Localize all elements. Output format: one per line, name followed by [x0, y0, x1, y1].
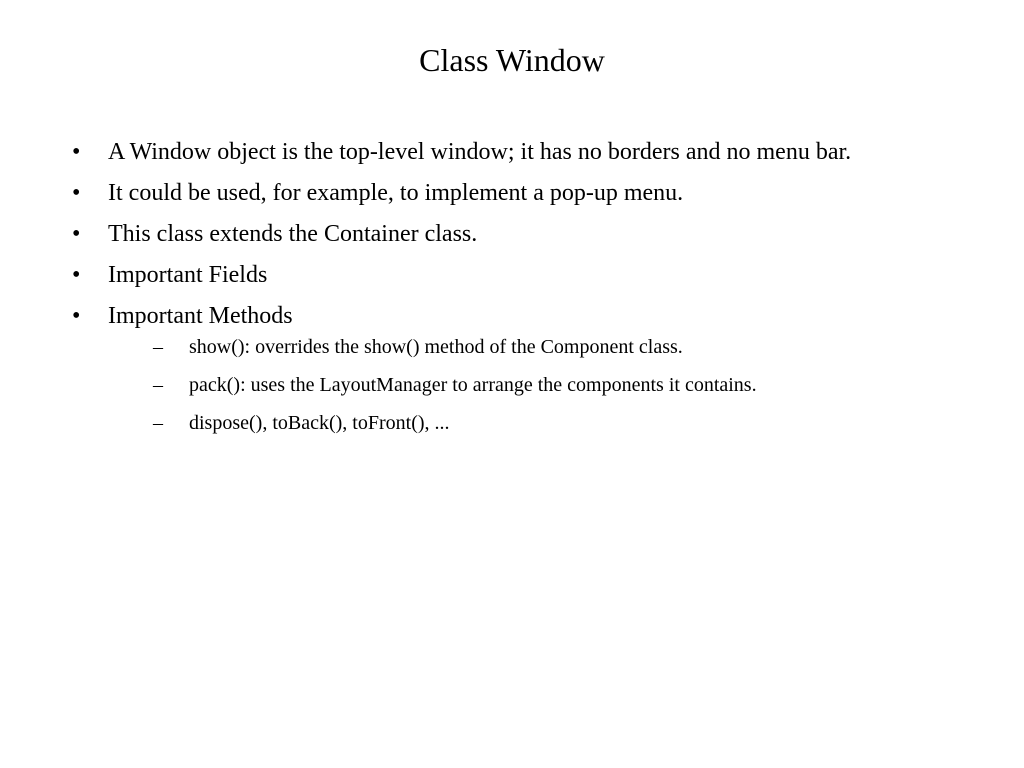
bullet-text: This class extends the Container class. — [108, 221, 478, 247]
subbullet-item — [153, 333, 952, 361]
bullet-marker: • — [72, 180, 81, 206]
bullet-marker: • — [72, 139, 81, 165]
subbullet-text: show(): overrides the show() method of the Component class. — [189, 336, 683, 358]
subbullet-text: pack(): uses the LayoutManager to arrange the components it contains. — [189, 374, 757, 396]
bullet-marker: • — [72, 221, 81, 247]
subbullet-marker: – — [153, 374, 163, 396]
subbullet-text: dispose(), toBack(), toFront(), ... — [189, 412, 450, 434]
bullet-item — [72, 300, 952, 437]
slide-title: Class Window — [419, 42, 605, 78]
subbullet-list — [108, 333, 952, 437]
bullet-item — [72, 218, 952, 251]
subbullet-item — [153, 409, 952, 437]
bullet-text: Important Methods — [108, 303, 293, 329]
bullet-item — [72, 177, 952, 210]
bullet-list — [72, 136, 952, 447]
bullet-item — [72, 136, 952, 169]
bullet-text: Important Fields — [108, 262, 268, 288]
subbullet-marker: – — [153, 336, 163, 358]
bullet-marker: • — [72, 262, 81, 288]
subbullet-item — [153, 371, 952, 399]
bullet-marker: • — [72, 303, 81, 329]
subbullet-marker: – — [153, 412, 163, 434]
bullet-text: It could be used, for example, to implement a pop-up menu. — [108, 180, 684, 206]
bullet-text: A Window object is the top-level window; it has no borders and no menu bar. — [108, 139, 852, 165]
bullet-item — [72, 259, 952, 292]
